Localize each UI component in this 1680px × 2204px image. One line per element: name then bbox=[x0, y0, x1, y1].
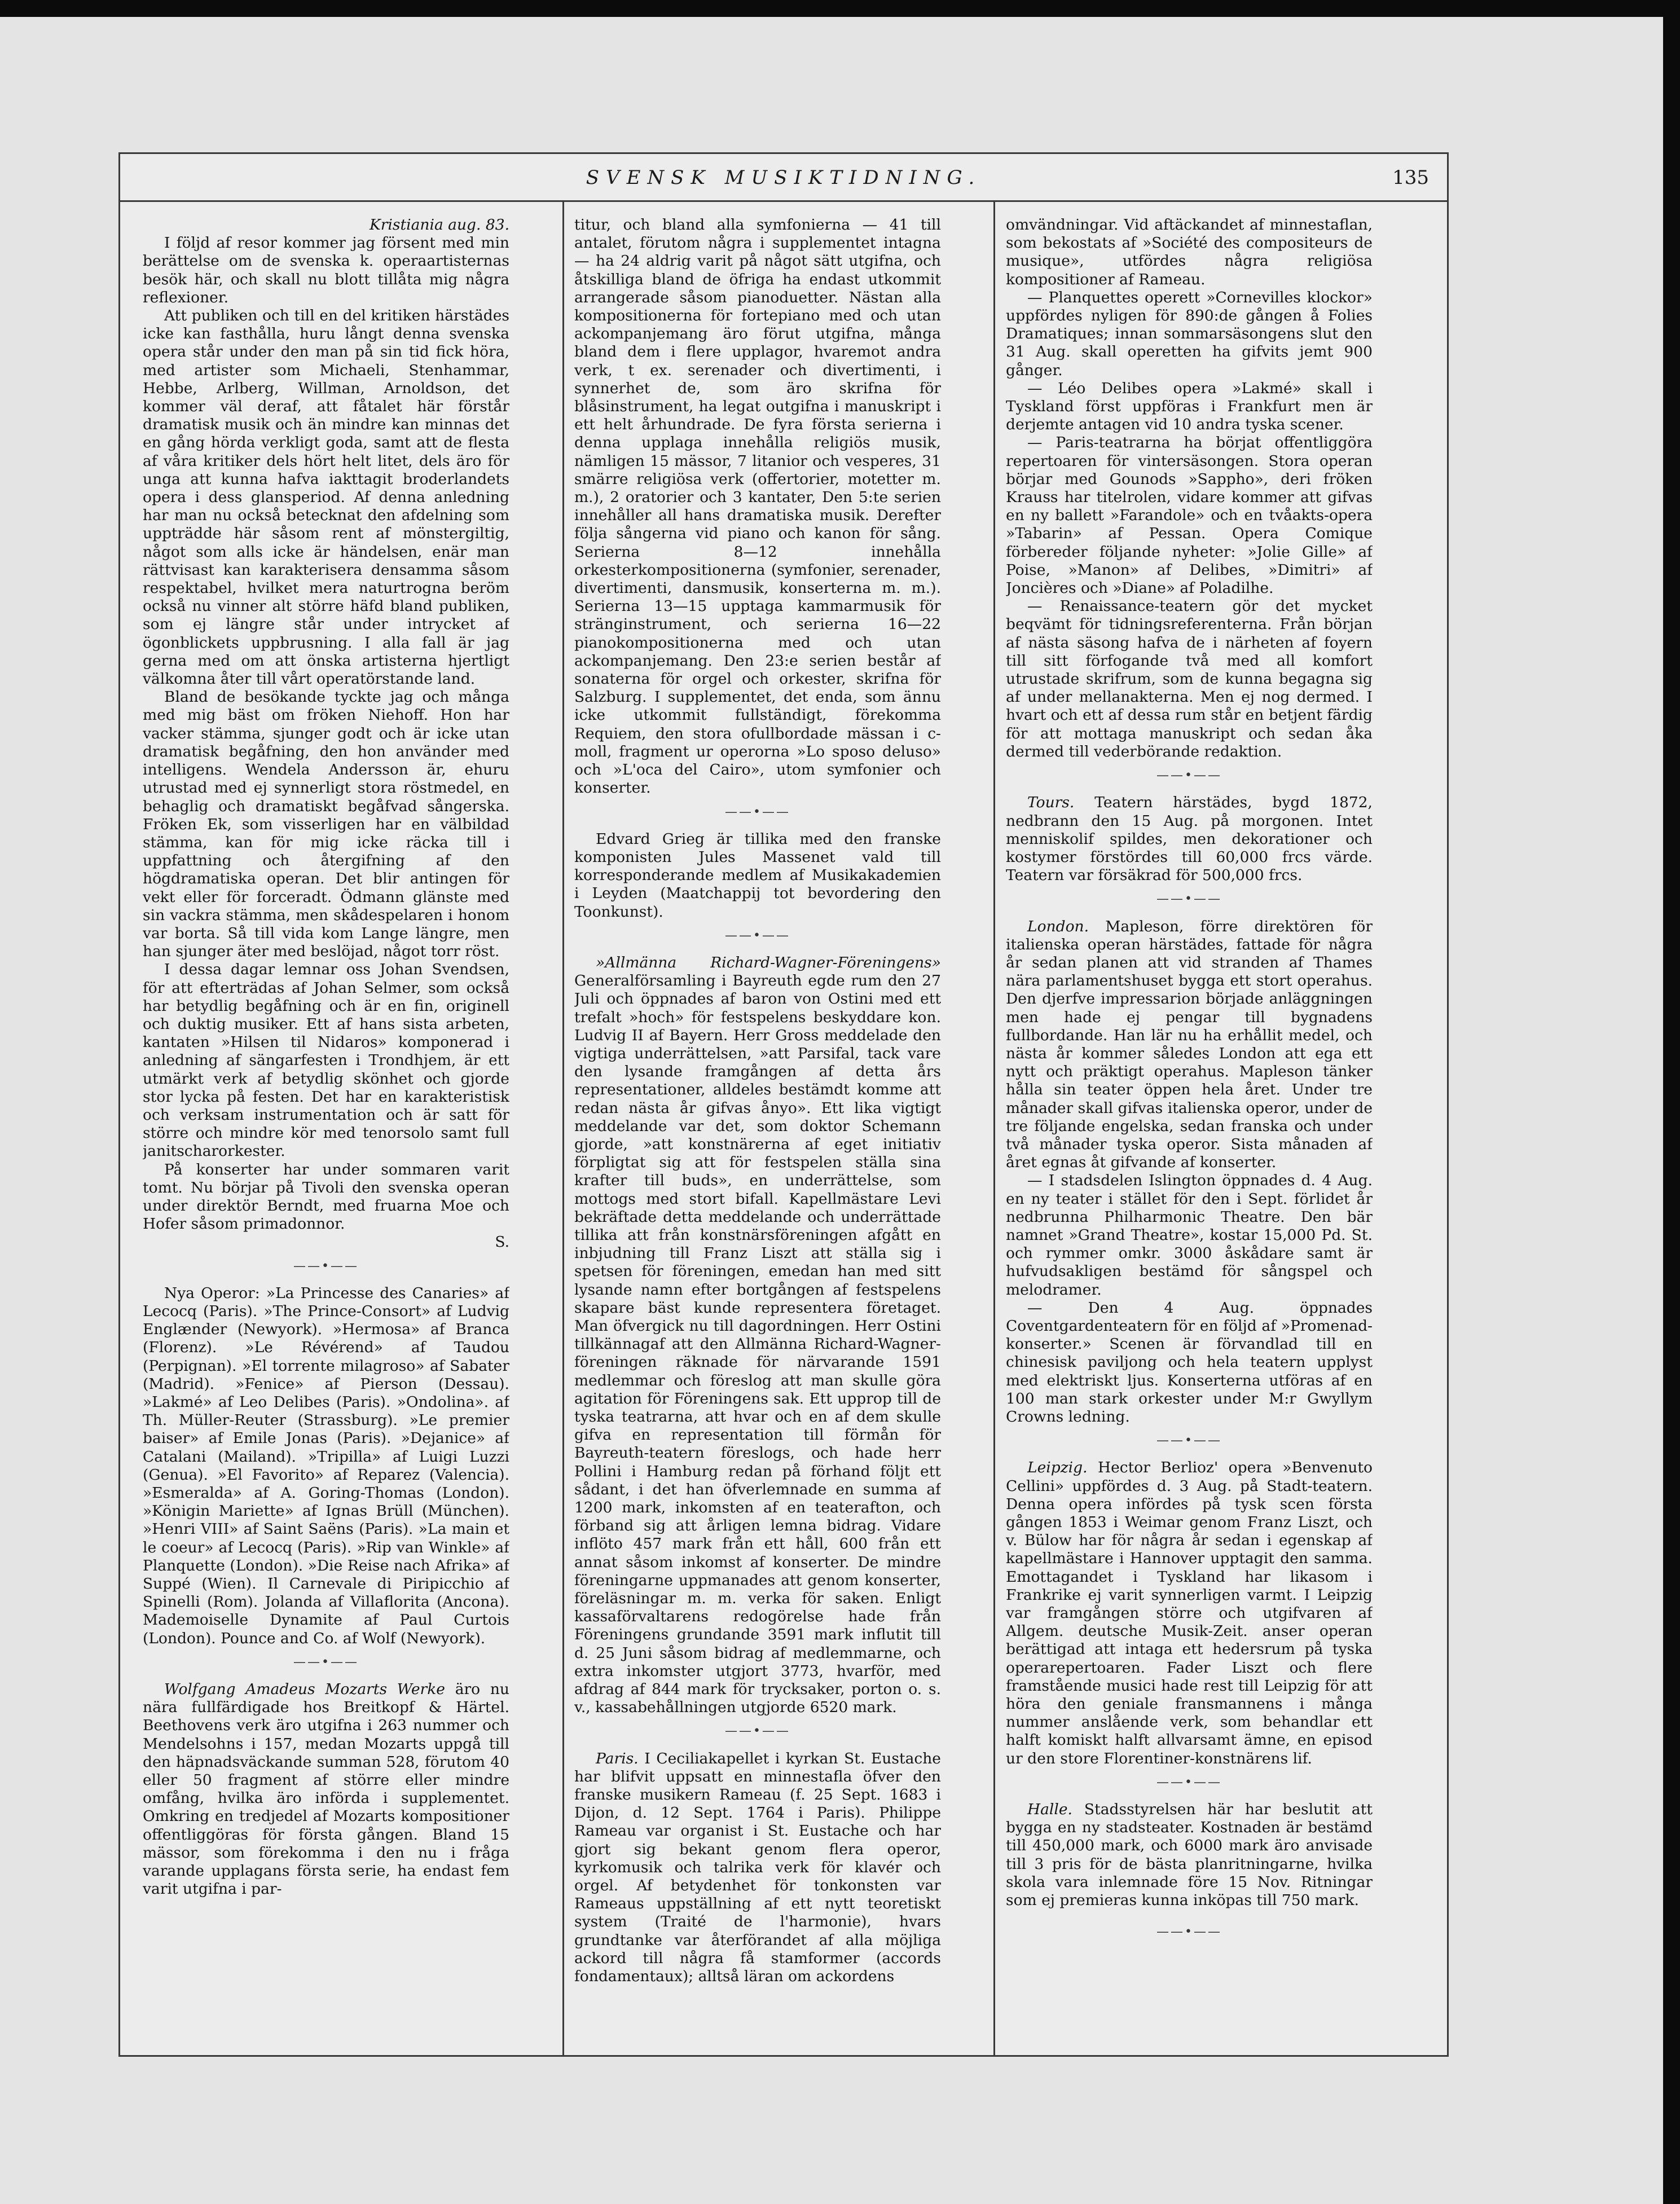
nya-operor-paragraph: Nya Operor: »La Princesse des Canaries» af Lecocq (Paris). »The Prince-Consort» af Ludvig Englænder (Newyork). »Hermosa» af Branca (Florenz). »Le Révérend» af Taudou (Perpignan). »El torrente milagroso» af Sabater (Madrid). »Fenice» af Pierson (Dessau). »Lakmé» af Leo Delibes (Paris). »Ondolina». af Th. Müller-Reuter (Strassburg). »Le premier baiser» af Emile Jonas (Paris). »Dejanice» af Catalani (Mailand). »Tripilla» af Luigi Luzzi (Genua). »El Favorito» af Reparez (Valencia). »Esmeralda» af A. Goring-Thomas (London). »Königin Mariette» af Ignas Brüll (München). »Henri VIII» af Saint Saëns (Paris). »La main et le coeur» af Lecocq (Paris). »Rip van Winkle» af Planquette (London). »Die Reise nach Afrika» af Suppé (Wien). Il Carnevale di Piripicchio af Spinelli (Rom). Jolanda af Villaflorita (Ancona). Mademoiselle Dynamite af Paul Curtois (London). Pounce and Co. af Wolf (Newyork). bbox=[143, 1284, 509, 1647]
leipzig-text: Hector Berlioz' opera »Benvenuto Cellini» uppfördes d. 3 Aug. på Stadt-teatern. Denna opera infördes på tysk scen första gången 1853 i Weimar genom Franz Liszt, och v. Bülow har för några år sedan i egenskap af kapellmästare i Hannover upptagit den samma. Emottagandet i Tyskland har likasom i Frankrike ej varit synnerligen varmt. I Leipzig var framgången större och utgifvaren af Allgem. deutsche Musik-Zeit. anser operan berättigad att intaga ett hedersrum på tyska operarepertoaren. Fader Liszt och flere framstående musici hade rest till Leipzig för att höra den geniale fransmannens i många nummer anslående verk, som behandlar ett halft komiskt halft allvarsamt ämne, en episod ur den store Florentiner-konstnärens lif. bbox=[1006, 1459, 1373, 1767]
column-rule-right bbox=[993, 200, 995, 2056]
leipzig-heading: Leipzig. bbox=[1027, 1459, 1088, 1477]
halle-text: Stadsstyrelsen här har beslutit att bygga en ny stadsteater. Kostnaden är bestämd till 450,000 mark, och 6000 mark äro anvisade till 3 pris för de bästa planritningarne, hvilka skola vara inlemnade före 15 Nov. Ritningar som ej premieras kunna inköpas till 750 mark. bbox=[1006, 1801, 1373, 1910]
page-number: 135 bbox=[1392, 166, 1429, 189]
page-header bbox=[120, 154, 1447, 202]
london-heading: London. bbox=[1027, 917, 1089, 935]
mozart-heading: Wolfgang Amadeus Mozarts Werke bbox=[164, 1681, 445, 1699]
section-divider: ——•—— bbox=[1156, 1433, 1222, 1448]
tours-paragraph bbox=[1006, 794, 1373, 885]
end-divider: ——•—— bbox=[1156, 1925, 1222, 1939]
paris-continued-paragraph: omvändningar. Vid aftäckandet af minnestaflan, som bekostats af »Société des compositeurs de musique», utfördes några religiösa kompositioner af Rameau. bbox=[1006, 216, 1373, 288]
kristiania-paragraph-3: Bland de besökande tyckte jag och många med mig bäst om fröken Niehoff. Hon har vacker stämma, sjunger godt och är icke utan dramatisk begåfning, den hon använder med intelligens. Wendela Andersson är, ehuru utrustad med ej synnerligt stora röstmedel, en behaglig och dramatiskt begåfvad sångerska. Fröken Ek, som visserligen har en välbildad stämma, kan för mig icke räcka till i uppfattning och återgifning af den högdramatiska operan. Det blir antingen för vekt eller för forceradt. Ödmann glänste med sin vackra stämma, men skådespelaren i honom var borta. Så till vida kom Lange längre, men han sjunger äter med beslöjad, något torr röst. bbox=[143, 688, 509, 961]
leipzig-paragraph bbox=[1006, 1459, 1373, 1767]
paris-paragraph bbox=[574, 1750, 941, 1986]
column-1 bbox=[143, 216, 509, 2044]
section-divider: ——•—— bbox=[725, 1724, 790, 1739]
author-signature: S. bbox=[495, 1233, 509, 1251]
page-title: SVENSK MUSIKTIDNING. bbox=[586, 166, 982, 189]
tours-heading: Tours. bbox=[1027, 794, 1075, 812]
kristiania-paragraph-2: Att publiken och till en del kritiken härstädes icke kan fasthålla, huru långt denna svenska opera står under den man på sin tid fick höra, med artister som Michaeli, Stenhammar, Hebbe, Arlberg, Willman, Arnoldson, det kommer väl deraf, att fåtalet här förstår dramatisk musik och än mindre kan minnas det en gång hörda verkligt goda, samt att de flesta af våra kritiker dels hört helt litet, dels äro för unga att kunna hafva iakttagit broderlandets opera i dess glansperiod. Af denna anledning har man nu också betecknat den afdelning som uppträdde här såsom rent af mönstergiltig, något som alls icke är händelsen, enär man rättvisast kan karakterisera densamma såsom respektabel, hvilket mera naturtrogna beröm också nu vinner alt större häfd bland publiken, som ej längre står under intrycket af ögonblickets uppbrusning. I alla fall är jag gerna med om att önska artisterna hjertligt välkomna åter till vårt operatörstande land. bbox=[143, 307, 509, 688]
halle-heading: Halle. bbox=[1027, 1801, 1072, 1819]
section-divider: ——•—— bbox=[1156, 768, 1222, 783]
section-divider: ——•—— bbox=[1156, 892, 1222, 907]
column-2 bbox=[574, 216, 941, 2044]
lakme-paragraph: — Léo Delibes opera »Lakmé» skall i Tyskland först uppföras i Frankfurt men är derjemte antagen vid 10 andra tyska scener. bbox=[1006, 379, 1373, 434]
scan-border-right bbox=[1663, 0, 1680, 2204]
section-divider: ——•—— bbox=[293, 1259, 359, 1273]
renaissance-paragraph: — Renaissance-teatern gör det mycket beqvämt för tidningsreferenterna. Från början af nästa säsong hafva de i närheten af foyern till sitt förfogande två med all komfort utrustade skrifrum, som de kunna begagna sig af under mellanakterna. Men ej nog dermed. I hvart och ett af dessa rum står en betjent färdig för att mottaga manuskript och sedan åka dermed till vederbörande redaktion. bbox=[1006, 597, 1373, 760]
kristiania-paragraph-4: I dessa dagar lemnar oss Johan Svendsen, för att efterträdas af Johan Selmer, som också har betydlig begåfning och är en fin, originell och duktig musiker. Ett af hans sista arbeten, kantaten »Hilsen til Nidaros» komponerad i anledning af sängarfesten i Trondhjem, är ett utmärkt verk af betydlig skönhet och gjorde stor lycka på festen. Det har en karakteristisk och verksam instrumentation och är satt för större och mindre kör med tenorsolo samt full janitscharorkester. bbox=[143, 961, 509, 1160]
newspaper-page bbox=[118, 152, 1449, 2057]
dateline-kristiania: Kristiania aug. 83. bbox=[369, 216, 509, 234]
kristiania-paragraph-5: På konserter har under sommaren varit tomt. Nu börjar på Tivoli den svenska operan under direktör Berndt, med fruarna Moe och Hofer såsom primadonnor. bbox=[143, 1160, 509, 1233]
coventgarden-paragraph: — Den 4 Aug. öppnades Coventgardenteatern för en följd af »Promenad-konserter.» Scenen är förvandlad till en chinesisk paviljong och hela teatern upplyst med elektriskt ljus. Konserterna utföras af en 100 man stark orkester under M:r Gwyllym Crowns ledning. bbox=[1006, 1299, 1373, 1426]
wagner-heading: »Allmänna Richard-Wagner-Föreningens» bbox=[596, 953, 941, 971]
halle-paragraph bbox=[1006, 1801, 1373, 1910]
wagner-paragraph bbox=[574, 954, 941, 1717]
scan-border-top bbox=[0, 0, 1680, 17]
section-divider: ——•—— bbox=[725, 928, 790, 943]
mozart-text: äro nu nära fullfärdigade hos Breitkopf & Härtel. Beethovens verk äro utgifna i 263 nummer och Mendelsohns i 157, medan Mozarts uppgå till den häpnadsväckande summan 528, förutom 40 eller 50 fragment af större eller mindre omfång, hvilka äro införda i supplementet. Omkring en tredjedel af Mozarts kompositioner offentliggöras för första gången. Bland 15 mässor, som förekomma i den nu i fråga varande upplagans första serie, ha endast fem varit utgifna i par- bbox=[143, 1681, 509, 1898]
column-rule-left bbox=[562, 200, 564, 2056]
islington-paragraph: — I stadsdelen Islington öppnades d. 4 Aug. en ny teater i stället för den i Sept. förlidet år nedbrunna Philharmonic Theatre. Den bär namnet »Grand Theatre», kostar 15,000 Pd. St. och rymmer omkr. 3000 åskådare samt är hufvudsakligen bestämd för sångspel och melodramer. bbox=[1006, 1172, 1373, 1299]
london-paragraph bbox=[1006, 918, 1373, 1172]
section-divider: ——•—— bbox=[293, 1655, 359, 1669]
wagner-text: Generalförsamling i Bayreuth egde rum den 27 Juli och öppnades af baron von Ostini med ett trefalt »hoch» för festspelens beskyddare kon. Ludvig II af Bayern. Herr Gross meddelade den vigtiga underrättelsen, »att Parsifal, tack vare den lysande framgången af detta års representationer, alldeles bestämdt komme att redan nästa år gifvas ånyo». Ett lika vigtigt meddelande var det, som doktor Schemann gjorde, »att konstnärerna af eget initiativ förpligtat sig att för festspelen ställa sina krafter till buds», en underrättelse, som mottogs med stort bifall. Kapellmästare Levi bekräftade detta meddelande och underrättade tillika att från konstnärsföreningen afgått en inbjudning till Franz Liszt att ställa sig i spetsen för föreningen, emedan han med sitt lysande namn efter bortgången af festspelens skapare bäst kunde representera företaget. Man öfvergick nu till dagordningen. Herr Ostini tillkännagaf att den Allmänna Richard-Wagner-föreningen räknade för närvarande 1591 medlemmar och föreslog att man skulle göra agitation för Föreningens sak. Ett upprop till de tyska teatrarna, att hvar och en af dem skulle gifva en representation till förmån för Bayreuth-teatern föreslogs, och hade herr Pollini i Hamburg redan på förhand följt ett sådant, i det han öfverlemnade en summa af 1200 mark, inkomsten af en teaterafton, och förband sig att årligen lemna bidrag. Vidare inflöto 457 mark från ett håll, 600 från ett annat såsom inkomst af konserter. De mindre föreningarne uppmanades att genom konserter, föreläsningar m. m. verka för saken. Enligt kassaförvaltarens redogörelse hade från Föreningens grundande 3591 mark influtit till d. 25 Juni såsom bidrag af medlemmarne, och extra inkomster utgjort 3773, hvarför, med afdrag af 844 mark för trycksaker, porton o. s. v., kassabehållningen utgjorde 6520 mark. bbox=[574, 972, 941, 1717]
kristiania-paragraph-1: I följd af resor kommer jag försent med min berättelse om de svenska k. operaartisternas besök här, och skall nu blott tillåta mig några reflexioner. bbox=[143, 234, 509, 306]
paris-heading: Paris. bbox=[596, 1749, 639, 1767]
paris-text: I Ceciliakapellet i kyrkan St. Eustache har blifvit uppsatt en minnestafla öfver den franske musikern Rameau (f. 25 Sept. 1683 i Dijon, d. 12 Sept. 1764 i Paris). Philippe Rameau var organist i St. Eustache och har gjort sig bekant genom flera operor, kyrkomusik och talrika verk för klavér och orgel. Af betydenhet för tonkonsten var Rameaus uppställning af ett nytt teoretiskt system (Traité de l'harmonie), hvars grundtanke var återförandet af alla möjliga ackord till några få stamformer (accords fondamentaux); alltså läran om ackordens bbox=[574, 1749, 941, 1986]
london-text: Mapleson, förre direktören för italienska operan härstädes, fattade för några år sedan planen att vid stranden af Thames nära parlamentshuset bygga ett stort operahus. Den djerfve impressarion började anläggningen men hade ej pengar till bygnadens fullbordande. Han lär nu ha erhållit medel, och nästa år kommer således London att ega ett nytt och präktigt operahus. Mapleson tänker hålla sin teater öppen hela året. Under tre månader skall gifvas italienska operor, under de tre följande engelska, sedan franska och under två månader tyska operor. Sista månaden af året egnas åt gifvande af konserter. bbox=[1006, 917, 1373, 1172]
section-divider: ——•—— bbox=[725, 804, 790, 819]
tours-text: Teatern härstädes, bygd 1872, nedbrann den 15 Aug. på morgonen. Intet menniskolif spildes, men dekorationer och kostymer förstördes till 60,000 frcs värde. Teatern var försäkrad för 500,000 frcs. bbox=[1006, 794, 1373, 885]
mozart-continued-paragraph: titur, och bland alla symfonierna — 41 till antalet, förutom några i supplementet intagna — ha 24 aldrig varit på något sätt utgifna, och åtskilliga bland de öfriga ha endast utkommit arrangerade såsom pianoduetter. Nästan alla kompositionerna för fortepiano med och utan ackompanjemang äro förut utgifna, många bland dem i flere upplagor, hvaremot andra verk, t ex. serenader och divertimenti, i synnerhet de, som äro skrifna för blåsinstrument, ha legat outgifna i manuskript i ett helt århundrade. De fyra första serierna i denna upplaga innehålla religiös musik, nämligen 15 mässor, 7 litanior och vesperes, 31 smärre religiösa verk (offertorier, motetter m. m.), 2 oratorier och 3 kantater, Den 5:te serien innehåller all hans dramatiska musik. Derefter följa sångerna vid piano och kanon för sång. Serierna 8—12 innehålla orkesterkompositionerna (symfonier, serenader, divertimenti, dansmusik, konserterna m. m.). Serierna 13—15 upptaga kammarmusik för stränginstrument, och serierna 16—22 pianokompositionerna med och utan ackompanjemang. Den 23:e serien består af sonaterna för orgel och orkester, skrifna för Salzburg. I supplementet, det enda, som ännu icke utkommit fullständigt, förekomma Requiem, den stora ofullbordade mässan i c-moll, fragment ur operorna »Lo sposo deluso» och »L'oca del Cairo», utom symfonier och konserter. bbox=[574, 216, 941, 797]
paris-theatres-paragraph: — Paris-teatrarna ha börjat offentliggöra repertoaren för vintersäsongen. Stora operan börjar med Gounods »Sappho», deri fröken Krauss har titelrolen, vidare kommer att gifvas en ny ballett »Farandole» och en tvåakts-opera »Tabarin» af Pessan. Opera Comique förbereder följande nyheter: »Jolie Gille» af Poise, »Manon» af Delibes, »Dimitri» af Joncières och »Diane» af Poladilhe. bbox=[1006, 434, 1373, 597]
planquette-paragraph: — Planquettes operett »Cornevilles klockor» uppfördes nyligen för 890:de gången å Folies Dramatiques; innan sommarsäsongens slut den 31 Aug. skall operetten ha gifvits jemt 900 gånger. bbox=[1006, 288, 1373, 379]
grieg-paragraph: Edvard Grieg är tillika med den franske komponisten Jules Massenet vald till korresponderande medlem af Musikakademien i Leyden (Maatchappij tot bevordering den Toonkunst). bbox=[574, 830, 941, 921]
section-divider: ——•—— bbox=[1156, 1775, 1222, 1789]
column-3 bbox=[1006, 216, 1373, 2044]
mozart-paragraph bbox=[143, 1681, 509, 1898]
